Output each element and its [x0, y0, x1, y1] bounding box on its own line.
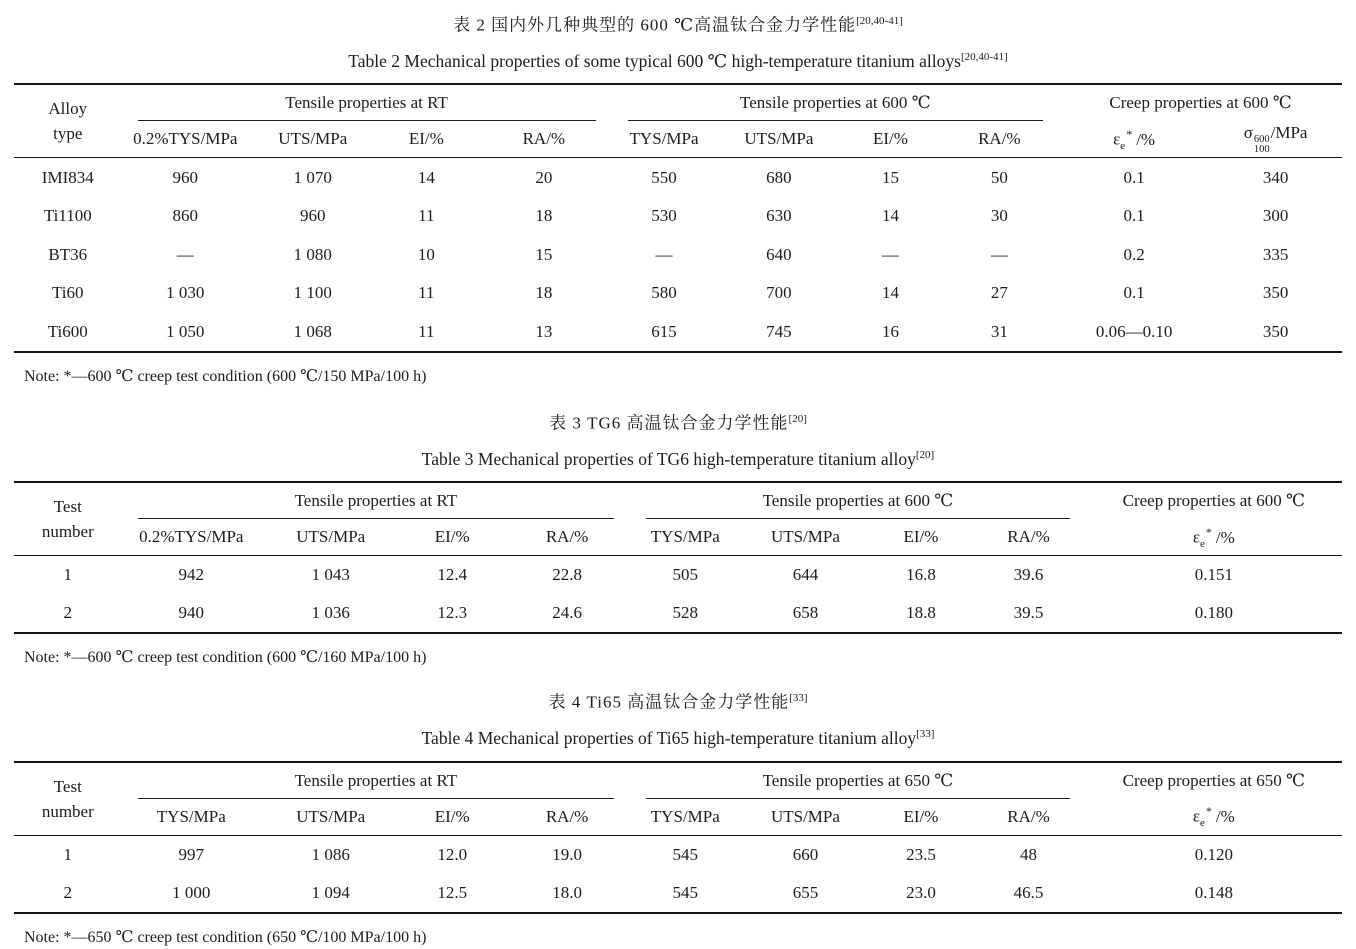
column-header: UTS/MPa — [740, 519, 870, 556]
cell-value: 20 — [535, 167, 553, 187]
column-header: UTS/MPa — [261, 799, 400, 836]
cell-value: 1 094 — [311, 882, 350, 902]
cell-value: 997 — [178, 844, 205, 864]
cell-value: 0.1 — [1123, 283, 1145, 303]
sigma-unit: /MPa — [1270, 123, 1308, 143]
row-label: BT36 — [48, 244, 88, 264]
cell-value: 23.5 — [906, 844, 936, 864]
cell-value: 12.5 — [437, 882, 468, 902]
cell-value: 940 — [178, 603, 205, 623]
table2-title-en — [14, 43, 1342, 75]
table2-header-sub-row — [14, 121, 1342, 158]
column-header: RA/% — [476, 121, 611, 158]
table-row — [14, 158, 1342, 197]
table-row — [14, 235, 1342, 274]
table3-header-sub-row — [14, 519, 1342, 556]
epsilon-subscript: e — [1200, 817, 1205, 830]
table3-title-en-text: Table 3 Mechanical properties of TG6 high-temperature titanium alloy — [421, 448, 916, 469]
sigma-scripts — [1254, 135, 1270, 155]
table4-title-en-text: Table 4 Mechanical properties of Ti65 high-temperature titanium alloy — [421, 727, 917, 748]
epsilon-star: * — [1205, 524, 1212, 539]
cell-value: 22.8 — [552, 565, 582, 585]
cell-value: 18 — [535, 206, 553, 226]
epsilon-symbol: ε — [1192, 527, 1200, 547]
cell-value: — — [990, 244, 1008, 264]
cell-value: 655 — [792, 882, 819, 902]
cell-value: 18.8 — [906, 603, 936, 623]
row-label: IMI834 — [41, 167, 94, 187]
cell-value: 1 086 — [311, 844, 350, 864]
table4-title-zh — [14, 685, 1342, 716]
table4-title-en-ref: [33] — [916, 728, 935, 741]
cell-value: 1 000 — [172, 882, 211, 902]
cell-value: 27 — [990, 283, 1008, 303]
table-row — [14, 312, 1342, 352]
column-header: EI/% — [400, 799, 504, 836]
table3-col1-line1: Test — [53, 497, 82, 517]
cell-value: 1 070 — [293, 167, 332, 187]
cell-value: 10 — [417, 244, 435, 264]
table2-title-en-text: Table 2 Mechanical properties of some typical 600 ℃ high-temperature titanium alloys — [348, 50, 961, 71]
cell-value: 350 — [1262, 283, 1289, 303]
cell-value: 1 043 — [311, 565, 350, 585]
cell-value: 0.2 — [1123, 244, 1145, 264]
cell-value: — — [176, 244, 194, 264]
column-header: TYS/MPa — [630, 799, 740, 836]
table3-title-zh — [14, 406, 1342, 437]
cell-value: 644 — [792, 565, 819, 585]
column-header: 0.2%TYS/MPa — [122, 519, 261, 556]
table3-group-creep: Creep properties at 600 ℃ — [1122, 491, 1305, 511]
table-row — [14, 274, 1342, 313]
column-header: RA/% — [971, 799, 1085, 836]
table3-note: Note: *—600 ℃ creep test condition (600 ℃/160 MPa/100 h) — [24, 649, 427, 667]
cell-value: 0.148 — [1194, 882, 1233, 902]
table3-title-zh-text: 表 3 TG6 高温钛合金力学性能 — [549, 413, 789, 433]
cell-value: 1 068 — [293, 321, 332, 341]
cell-value: 700 — [766, 283, 792, 303]
epsilon-star: * — [1126, 126, 1133, 141]
table4-header-sub-row — [14, 799, 1342, 836]
epsilon-star: * — [1205, 804, 1212, 819]
cell-value: 860 — [172, 206, 199, 226]
row-label: 1 — [63, 565, 73, 585]
table4-header-group-row — [14, 762, 1342, 799]
table4-col-test-number — [14, 762, 122, 836]
cell-value: 1 050 — [166, 321, 205, 341]
table-row — [14, 594, 1342, 633]
cell-value: 960 — [172, 167, 199, 187]
table4-title-zh-ref: [33] — [789, 692, 808, 705]
cell-value: 0.180 — [1194, 603, 1233, 623]
cell-value: 615 — [651, 321, 677, 341]
epsilon-symbol: ε — [1192, 807, 1200, 827]
cell-value: 505 — [672, 565, 699, 585]
column-header: EI/% — [377, 121, 477, 158]
cell-value: 1 100 — [293, 283, 332, 303]
cell-value: 48 — [1020, 844, 1038, 864]
cell-value: 16.8 — [906, 565, 936, 585]
cell-value: 0.151 — [1194, 565, 1233, 585]
cell-value: 16 — [881, 321, 899, 341]
table4-group-650: Tensile properties at 650 ℃ — [630, 762, 1085, 799]
cell-value: 658 — [792, 603, 819, 623]
cell-value: 24.6 — [552, 603, 582, 623]
cell-value: 530 — [651, 206, 677, 226]
table2-title-zh-text: 表 2 国内外几种典型的 600 ℃高温钛合金力学性能 — [453, 15, 857, 35]
table-row — [14, 556, 1342, 595]
cell-value: — — [655, 244, 673, 264]
cell-value: 630 — [766, 206, 792, 226]
cell-value: 340 — [1262, 167, 1289, 187]
table4-title-zh-text: 表 4 Ti65 高温钛合金力学性能 — [548, 693, 790, 713]
table2-title-zh — [14, 8, 1342, 39]
column-header: RA/% — [504, 519, 630, 556]
table2-title-zh-ref: [20,40-41] — [856, 15, 903, 27]
cell-value: 680 — [766, 167, 792, 187]
epsilon-symbol: ε — [1113, 129, 1121, 149]
row-label: 2 — [63, 603, 73, 623]
cell-value: 18.0 — [552, 882, 582, 902]
column-header: RA/% — [504, 799, 630, 836]
table2-col-alloy-type — [14, 84, 122, 158]
column-header-epsilon — [1059, 121, 1209, 158]
column-header: UTS/MPa — [716, 121, 841, 158]
epsilon-unit: /% — [1215, 807, 1235, 827]
row-label: 1 — [63, 844, 73, 864]
cell-value: 18 — [535, 283, 553, 303]
cell-value: 0.06—0.10 — [1095, 321, 1173, 341]
cell-value: 942 — [178, 565, 205, 585]
sigma-superscript: 600 — [1253, 134, 1270, 146]
cell-value: 12.3 — [437, 603, 468, 623]
cell-value: 46.5 — [1013, 882, 1044, 902]
table-row — [14, 197, 1342, 236]
column-header: RA/% — [940, 121, 1060, 158]
column-header-epsilon — [1086, 519, 1342, 556]
table4 — [14, 761, 1342, 914]
epsilon-subscript: e — [1200, 537, 1205, 550]
epsilon-subscript: e — [1120, 140, 1126, 152]
cell-value: 13 — [535, 321, 553, 341]
table2-title-en-ref: [20,40-41] — [960, 50, 1008, 63]
cell-value: 31 — [990, 321, 1008, 341]
cell-value: 580 — [651, 283, 677, 303]
table3 — [14, 481, 1342, 634]
table2-note: Note: *—600 ℃ creep test condition (600 ℃/150 MPa/100 h) — [24, 367, 427, 385]
row-label: 2 — [63, 882, 73, 902]
cell-value: 300 — [1262, 206, 1289, 226]
table2-group-600: Tensile properties at 600 ℃ — [612, 84, 1060, 121]
cell-value: 15 — [535, 244, 553, 264]
table4-group-rt: Tensile properties at RT — [122, 762, 631, 799]
table4-col1-line1: Test — [53, 776, 82, 796]
column-header: EI/% — [400, 519, 504, 556]
cell-value: 11 — [418, 206, 435, 226]
cell-value: 960 — [300, 206, 326, 226]
table2-group-rt: Tensile properties at RT — [122, 84, 612, 121]
cell-value: 335 — [1262, 244, 1289, 264]
cell-value: 545 — [672, 844, 699, 864]
table3-group-600: Tensile properties at 600 ℃ — [630, 482, 1085, 519]
cell-value: 640 — [766, 244, 792, 264]
table4-title-en — [14, 720, 1342, 752]
column-header: TYS/MPa — [612, 121, 717, 158]
cell-value: 12.4 — [437, 565, 468, 585]
epsilon-unit: /% — [1136, 129, 1156, 149]
cell-value: 11 — [418, 321, 435, 341]
table2 — [14, 83, 1342, 353]
epsilon-unit: /% — [1215, 527, 1235, 547]
cell-value: 0.120 — [1194, 844, 1233, 864]
cell-value: 11 — [418, 283, 435, 303]
column-header: UTS/MPa — [740, 799, 870, 836]
table2-header-group-row — [14, 84, 1342, 121]
table4-note: Note: *—650 ℃ creep test condition (650 ℃/100 MPa/100 h) — [24, 928, 427, 946]
cell-value: 39.5 — [1013, 603, 1044, 623]
cell-value: 14 — [881, 283, 899, 303]
cell-value: 23.0 — [906, 882, 936, 902]
cell-value: — — [881, 244, 899, 264]
column-header-sigma — [1209, 121, 1342, 158]
sigma-symbol: σ — [1243, 123, 1253, 143]
cell-value: 15 — [881, 167, 899, 187]
table4-col1-line2: number — [41, 801, 94, 821]
cell-value: 745 — [766, 321, 792, 341]
table3-group-rt: Tensile properties at RT — [122, 482, 631, 519]
column-header: RA/% — [971, 519, 1085, 556]
cell-value: 1 030 — [166, 283, 205, 303]
cell-value: 19.0 — [552, 844, 582, 864]
row-label: Ti1100 — [43, 206, 92, 226]
table3-title-zh-ref: [20] — [788, 412, 807, 425]
cell-value: 550 — [651, 167, 677, 187]
table-row — [14, 835, 1342, 874]
table3-header-group-row — [14, 482, 1342, 519]
cell-value: 1 036 — [311, 603, 350, 623]
cell-value: 14 — [417, 167, 435, 187]
cell-value: 50 — [990, 167, 1008, 187]
cell-value: 1 080 — [293, 244, 332, 264]
table4-group-creep: Creep properties at 650 ℃ — [1122, 770, 1305, 790]
column-header: EI/% — [871, 799, 972, 836]
column-header: EI/% — [871, 519, 972, 556]
table-row — [14, 874, 1342, 913]
table3-col-test-number — [14, 482, 122, 556]
table3-title-en-ref: [20] — [915, 448, 935, 461]
cell-value: 0.1 — [1123, 167, 1145, 187]
row-label: Ti60 — [52, 283, 84, 303]
table2-group-creep: Creep properties at 600 ℃ — [1109, 93, 1292, 113]
cell-value: 14 — [881, 206, 899, 226]
column-header: TYS/MPa — [630, 519, 740, 556]
column-header-epsilon — [1086, 799, 1342, 836]
table2-col1-line1: Alloy — [48, 99, 88, 119]
table3-col1-line2: number — [41, 522, 94, 542]
column-header: TYS/MPa — [122, 799, 261, 836]
column-header: 0.2%TYS/MPa — [122, 121, 249, 158]
cell-value: 30 — [990, 206, 1008, 226]
cell-value: 350 — [1262, 321, 1289, 341]
column-header: UTS/MPa — [249, 121, 376, 158]
cell-value: 0.1 — [1123, 206, 1145, 226]
cell-value: 12.0 — [437, 844, 468, 864]
cell-value: 660 — [792, 844, 819, 864]
cell-value: 545 — [672, 882, 699, 902]
sigma-subscript: 100 — [1253, 144, 1270, 156]
cell-value: 39.6 — [1013, 565, 1044, 585]
column-header: UTS/MPa — [261, 519, 400, 556]
cell-value: 528 — [672, 603, 699, 623]
column-header: EI/% — [841, 121, 939, 158]
row-label: Ti600 — [47, 321, 88, 341]
table3-title-en — [14, 441, 1342, 473]
table2-col1-line2: type — [53, 124, 83, 144]
